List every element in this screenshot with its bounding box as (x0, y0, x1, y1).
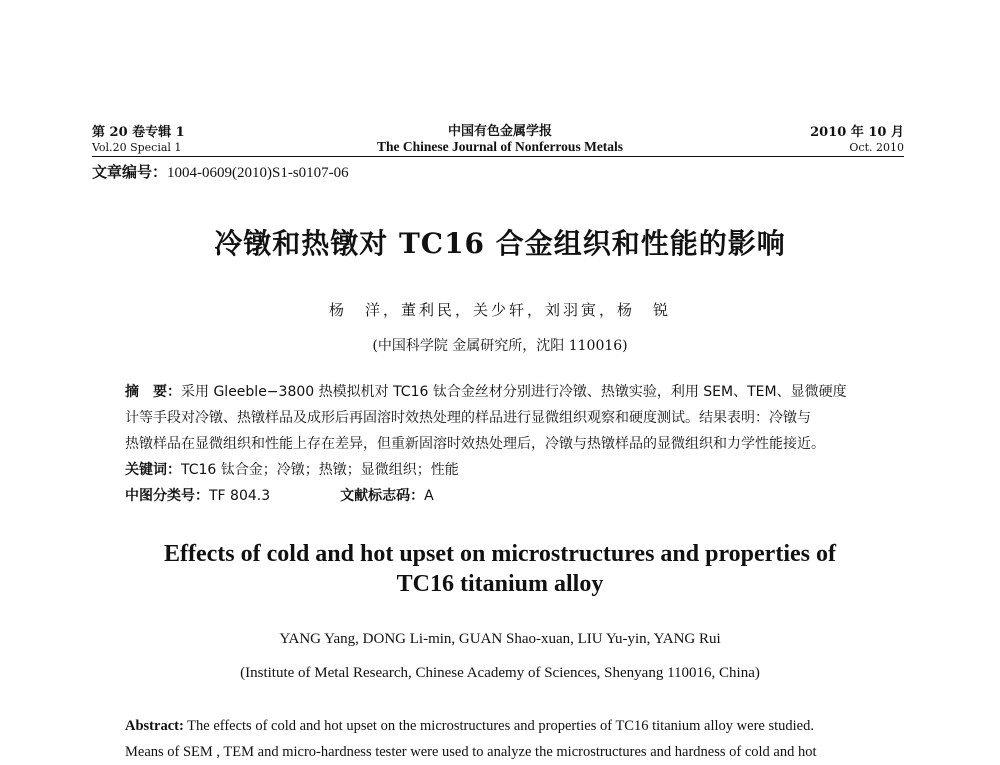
article-number (92, 161, 349, 182)
header-date-cn: 2010 年 10 月 (810, 125, 904, 140)
abstract-cn-line-1 (125, 379, 885, 405)
keywords-label: 关键词： (125, 462, 181, 478)
abstract-cn-line-3: 热镦样品在显微组织和性能上存在差异，但重新固溶时效热处理后，冷镦与热镦样品的显微组织和力学性能接近。 (125, 436, 825, 452)
abstract-cn-label: 摘 要： (125, 384, 181, 400)
header-volume-en: Vol.20 Special 1 (92, 141, 182, 154)
abstract-cn (125, 379, 885, 509)
abstract-en (125, 713, 885, 765)
header-date-en: Oct. 2010 (849, 141, 904, 154)
keywords-value: TC16 钛合金；冷镦；热镦；显微组织；性能 (181, 462, 459, 478)
doc-code-value: A (424, 488, 434, 504)
abstract-en-line-1 (125, 713, 885, 739)
article-number-label: 文章编号： (92, 163, 168, 181)
doc-code-label: 文献标志码： (340, 488, 425, 504)
clc-value: TF 804.3 (209, 488, 271, 504)
affiliation-cn: (中国科学院 金属研究所，沈阳 110016) (372, 338, 628, 354)
affiliation-en: (Institute of Metal Research, Chinese Academy of Sciences, Shenyang 110016, China) (240, 665, 760, 681)
header-journal-en: The Chinese Journal of Nonferrous Metals (376, 139, 624, 154)
abstract-cn-line-2: 计等手段对冷镦、热镦样品及成形后再固溶时效热处理的样品进行显微组织观察和硬度测试。结果表明：冷镦与 (125, 410, 811, 426)
authors-en: YANG Yang, DONG Li-min, GUAN Shao-xuan, LIU Yu-yin, YANG Rui (279, 631, 721, 647)
abstract-en-line-2: Means of SEM , TEM and micro-hardness tester were used to analyze the microstructures and hardness of cold and hot (125, 744, 817, 760)
header-journal-cn: 中国有色金属学报 (447, 124, 552, 139)
abstract-en-text-1: The effects of cold and hot upset on the microstructures and properties of TC16 titanium alloy were studied. (183, 718, 814, 734)
header-rule (92, 156, 904, 157)
keywords-cn (125, 457, 885, 483)
clc-label: 中图分类号： (125, 488, 209, 504)
title-en-line-2: TC16 titanium alloy (396, 571, 604, 597)
title-en-line-1: Effects of cold and hot upset on microstructures and properties of (164, 541, 836, 567)
abstract-cn-text-1: 采用 Gleeble−3800 热模拟机对 TC16 钛合金丝材分别进行冷镦、热镦实验，利用 SEM、TEM、显微硬度 (181, 384, 847, 400)
header-volume-cn: 第 20 卷专辑 1 (92, 125, 185, 140)
abstract-en-label: Abstract: (125, 718, 184, 734)
classification-cn (125, 483, 885, 509)
article-number-value: 1004-0609(2010)S1-s0107-06 (167, 165, 349, 181)
title-en (0, 539, 1000, 599)
title-cn: 冷镦和热镦对 TC16 合金组织和性能的影响 (214, 227, 786, 260)
authors-cn: 杨 洋，董利民，关少轩，刘羽寅，杨 锐 (328, 301, 671, 319)
